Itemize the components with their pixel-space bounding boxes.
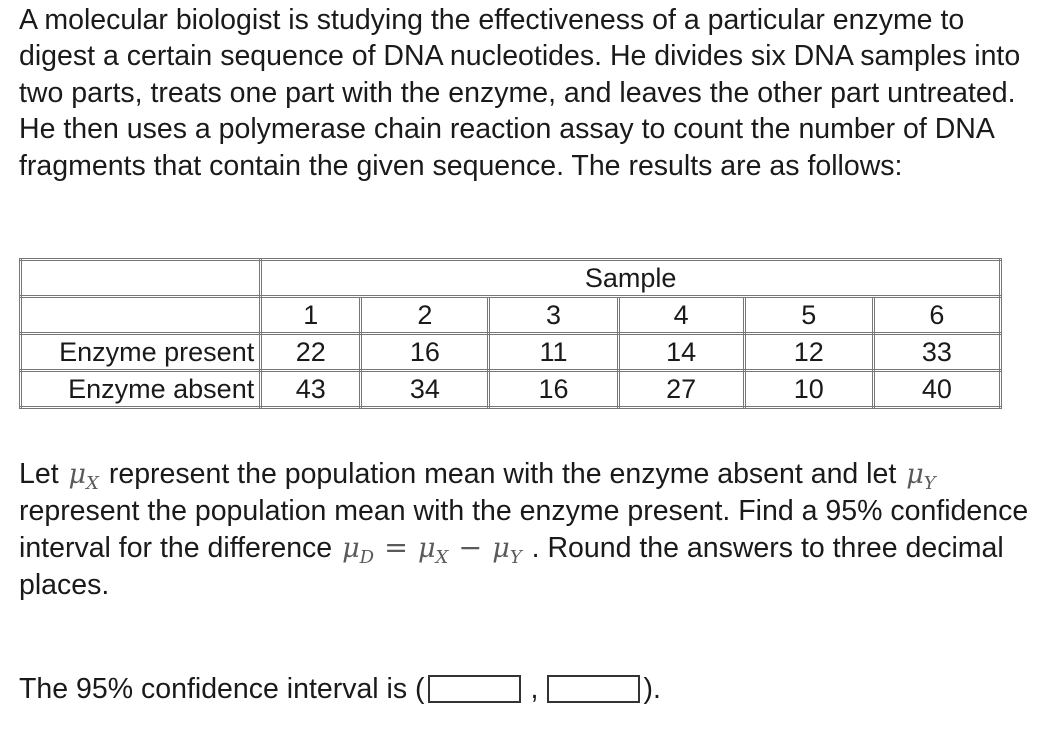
- table-cell: 16: [489, 371, 618, 408]
- mu-y-subscript: Y: [509, 546, 522, 568]
- table-cell: 11: [489, 334, 618, 371]
- question-part4: . Round the answers to three decimal places.: [19, 531, 1004, 602]
- sample-number: 6: [873, 297, 1000, 334]
- sample-number: 3: [489, 297, 618, 334]
- minus-sign: −: [458, 530, 483, 564]
- table-cell: 34: [361, 371, 489, 408]
- sample-number: 5: [744, 297, 873, 334]
- table-cell: 16: [361, 334, 489, 371]
- sample-number-row: [21, 297, 1001, 334]
- mu-x-subscript: X: [86, 473, 99, 494]
- mu-d-subscript: D: [359, 546, 375, 568]
- answer-separator: ,: [530, 673, 539, 705]
- upper-bound-input[interactable]: [547, 675, 640, 703]
- answer-suffix: ).: [643, 673, 661, 705]
- table-cell: 33: [873, 334, 1000, 371]
- question-statement: [19, 456, 1039, 604]
- table-corner-cell: [21, 297, 261, 334]
- lower-bound-input[interactable]: [428, 675, 521, 703]
- table-corner-cell: [21, 260, 261, 297]
- table-cell: 14: [618, 334, 744, 371]
- table-cell: 12: [744, 334, 873, 371]
- question-let: Let: [19, 458, 59, 490]
- table-cell: 43: [261, 371, 361, 408]
- mu-d-symbol: $\mu_D$: [342, 532, 375, 568]
- problem-statement: A molecular biologist is studying the effectiveness of a particular enzyme to digest a certain sequence of DNA nucleotides. He divides six DNA samples into two parts, treats one part with the enzyme, and leaves the other part untreated. He then uses a polymerase chain reaction assay to count the number of DNA fragments that contain the given sequence. The results are as follows:: [19, 4, 1021, 182]
- equals-sign: =: [384, 530, 408, 564]
- mu-x-symbol: $\mu_X$: [68, 459, 99, 494]
- table-row-enzyme-present: [21, 334, 1001, 371]
- sample-number: 1: [261, 297, 361, 334]
- question-part3: represent the population mean with the enzyme present. Find a 95% confidence interval for the difference: [19, 495, 1029, 564]
- question-part2: represent the population mean with the enzyme absent and let: [108, 458, 897, 490]
- data-table: [19, 258, 1002, 409]
- sample-header: Sample: [261, 260, 1001, 297]
- table-cell: 22: [261, 334, 361, 371]
- mu-x-subscript: X: [435, 546, 449, 568]
- table-cell: 10: [744, 371, 873, 408]
- table-cell: 40: [873, 371, 1000, 408]
- table-row-enzyme-absent: [21, 371, 1001, 408]
- mu-y-symbol: $\mu_Y$: [906, 459, 936, 494]
- row-label: Enzyme absent: [21, 371, 261, 408]
- answer-line: [19, 671, 661, 707]
- row-label: Enzyme present: [21, 334, 261, 371]
- answer-prefix: The 95% confidence interval is (: [19, 673, 425, 705]
- table-header-row: [21, 260, 1001, 297]
- mu-y-subscript: Y: [923, 473, 936, 494]
- mu-y-symbol: $\mu_Y$: [492, 532, 522, 568]
- sample-number: 2: [361, 297, 489, 334]
- mu-x-symbol: $\mu_X$: [417, 532, 449, 568]
- sample-number: 4: [618, 297, 744, 334]
- table-cell: 27: [618, 371, 744, 408]
